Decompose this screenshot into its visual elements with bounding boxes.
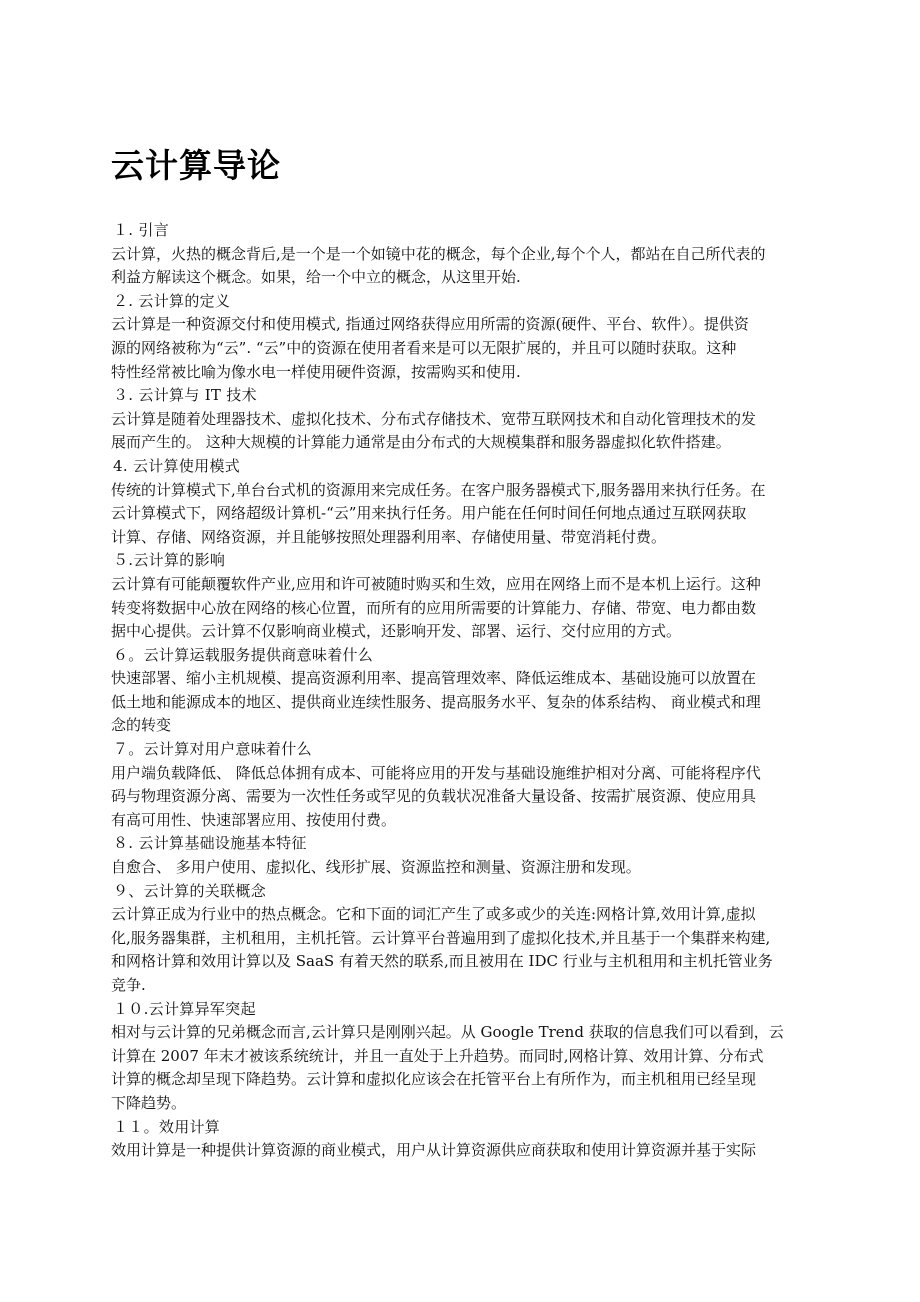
section-text-line: 源的网络被称为“云”. “云”中的资源在使用者看来是可以无限扩展的，并且可以随时获取。这种 — [111, 338, 737, 357]
section-heading: ６。云计算运载服务提供商意味着什么 — [113, 645, 374, 664]
section-heading: ５.云计算的影响 — [113, 551, 226, 570]
section-heading: ９、云计算的关联概念 — [113, 881, 267, 900]
section-text-line: 快速部署、缩小主机规模、提高资源利用率、提高管理效率、降低运维成本、基础设施可以放置在 — [111, 669, 757, 688]
section-text-line: 云计算，火热的概念背后,是一个是一个如镜中花的概念，每个企业,每个个人，都站在自己所代表的 — [111, 244, 766, 263]
section-heading: １１。效用计算 — [113, 1117, 221, 1136]
section-text-line: 云计算有可能颠覆软件产业,应用和许可被随时购买和生效，应用在网络上而不是本机上运行。这种 — [111, 574, 761, 593]
section-text-line: 转变将数据中心放在网络的核心位置，而所有的应用所需要的计算能力、存储、带宽、电力都由数 — [111, 598, 757, 617]
section-text-line: 竞争. — [111, 976, 146, 994]
section-heading: １０.云计算异军突起 — [113, 999, 256, 1018]
section-heading: １. 引言 — [113, 221, 170, 239]
section-text-line: 展而产生的。 这种大规模的计算能力通常是由分布式的大规模集群和服务器虚拟化软件搭建。 — [111, 433, 731, 452]
section-text-line: 效用计算是一种提供计算资源的商业模式，用户从计算资源供应商获取和使用计算资源并基于实际 — [111, 1141, 757, 1160]
section-text-line: 云计算是随着处理器技术、虚拟化技术、分布式存储技术、宽带互联网技术和自动化管理技术的发 — [111, 409, 757, 428]
document-body — [111, 219, 815, 1163]
section-heading: ３. 云计算与 IT 技术 — [113, 386, 257, 405]
section-text-line: 云计算正成为行业中的热点概念。它和下面的词汇产生了或多或少的关连:网格计算,效用计算,虚拟 — [111, 905, 756, 924]
section-text-line: 码与物理资源分离、需要为一次性任务或罕见的负载状况准备大量设备、按需扩展资源、使应用具 — [111, 787, 757, 806]
section-text-line: 念的转变 — [111, 716, 172, 735]
section-heading: 4. 云计算使用模式 — [113, 456, 241, 475]
section-text-line: 化,服务器集群，主机租用，主机托管。云计算平台普遍用到了虚拟化技术,并且基于一个集群来构建, — [111, 928, 771, 947]
section-text-line: 特性经常被比喻为像水电一样使用硬件资源，按需购买和使用. — [111, 362, 521, 381]
section-text-line: 云计算模式下，网络超级计算机-“云”用来执行任务。用户能在任何时间任何地点通过互联网获取 — [111, 504, 747, 523]
section-text-line: 用户端负载降低、 降低总体拥有成本、可能将应用的开发与基础设施维护相对分离、可能将程序代 — [111, 763, 761, 782]
section-text-line: 相对与云计算的兄弟概念而言,云计算只是刚刚兴起。从 Google Trend 获取的信息我们可以看到，云 — [111, 1023, 784, 1042]
document-title: 云计算导论 — [111, 146, 281, 185]
section-text-line: 据中心提供。云计算不仅影响商业模式，还影响开发、部署、运行、交付应用的方式。 — [111, 622, 682, 641]
section-text-line: 和网格计算和效用计算以及 SaaS 有着天然的联系,而且被用在 IDC 行业与主机租用和主机托管业务 — [111, 952, 773, 971]
section-heading: ２. 云计算的定义 — [113, 291, 231, 310]
section-text-line: 利益方解读这个概念。如果，给一个中立的概念，从这里开始. — [111, 268, 521, 287]
section-text-line: 下降趋势。 — [111, 1093, 187, 1112]
section-text-line: 传统的计算模式下,单台台式机的资源用来完成任务。在客户服务器模式下,服务器用来执行任务。在 — [111, 480, 766, 499]
section-text-line: 计算在 2007 年末才被该系统统计，并且一直处于上升趋势。而同时,网格计算、效用计算、分布式 — [111, 1046, 764, 1065]
section-text-line: 计算、存储、网络资源，并且能够按照处理器利用率、存储使用量、带宽消耗付费。 — [111, 527, 667, 546]
section-text-line: 云计算是一种资源交付和使用模式, 指通过网络获得应用所需的资源(硬件、平台、软件）。提供资 — [111, 315, 749, 334]
section-text-line: 计算的概念却呈现下降趋势。云计算和虚拟化应该会在托管平台上有所作为，而主机租用已经呈现 — [111, 1070, 757, 1089]
section-heading: ７。云计算对用户意味着什么 — [113, 740, 312, 759]
section-text-line: 低土地和能源成本的地区、提供商业连续性服务、提高服务水平、复杂的体系结构、 商业模式和理 — [111, 692, 761, 711]
section-text-line: 自愈合、 多用户使用、虚拟化、线形扩展、资源监控和测量、资源注册和发现。 — [111, 858, 641, 877]
section-text-line: 有高可用性、快速部署应用、按使用付费。 — [111, 810, 397, 829]
section-heading: ８. 云计算基础设施基本特征 — [113, 834, 307, 853]
